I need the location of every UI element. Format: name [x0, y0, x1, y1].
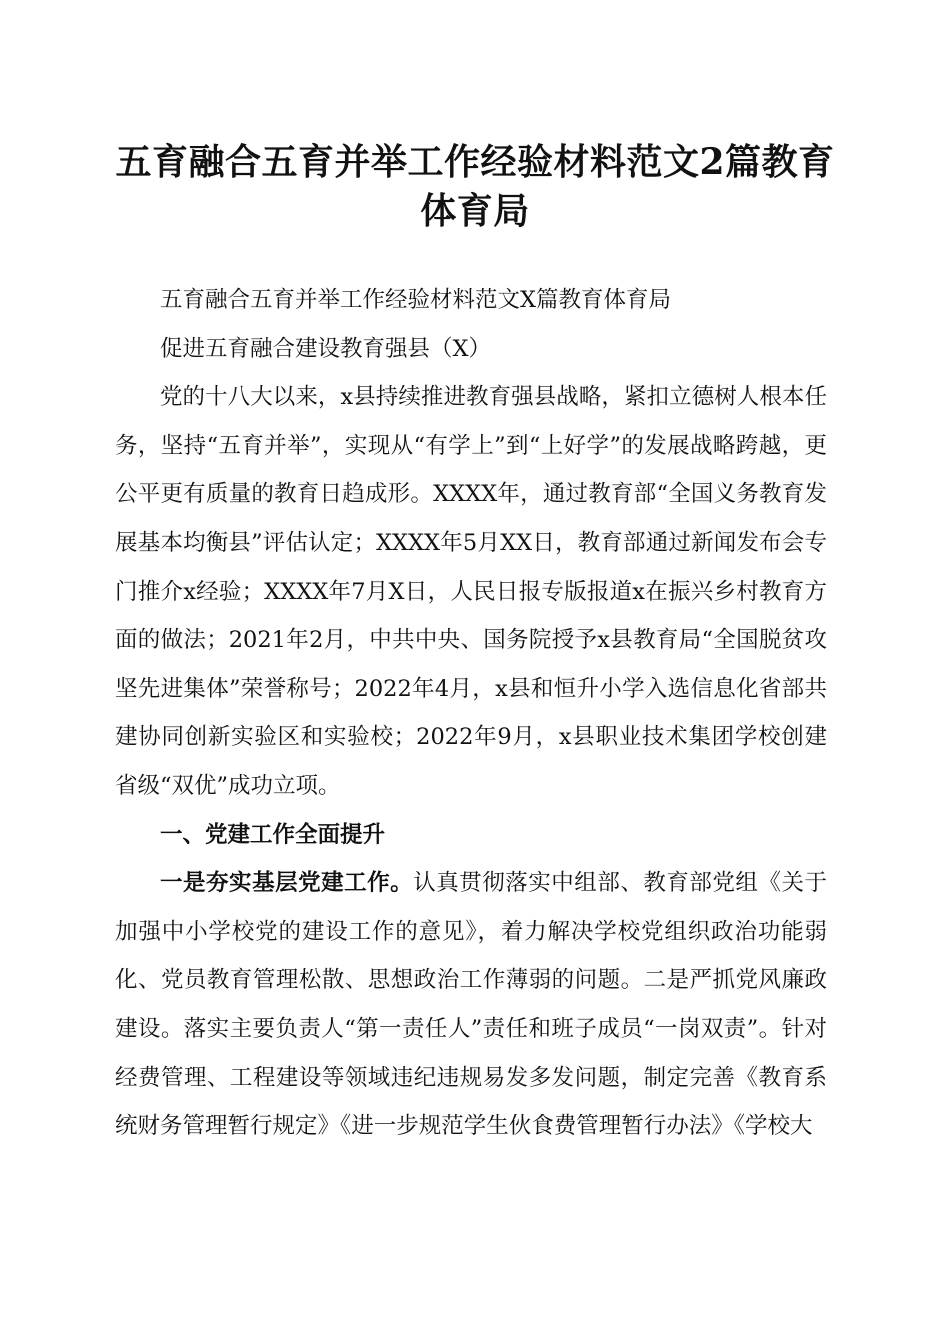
title-line-2: 体育局	[420, 190, 530, 232]
article-title: 促进五育融合建设教育强县（X）	[160, 335, 492, 362]
section-heading: 一、党建工作全面提升	[160, 821, 386, 848]
title-line-1: 五育融合五育并举工作经验材料范文2篇教育	[115, 141, 835, 183]
section-paragraph	[115, 859, 827, 1151]
section-text: 认真贯彻落实中组部、教育部党组《关于加强中小学校党的建设工作的意见》，着力解决学校党组织政治功能弱化、党员教育管理松散、思想政治工作薄弱的问题。二是严抓党风廉政建设。落实主要负责人“第一责任人”责任和班子成员“一岗双责”。针对经费管理、工程建设等领域违纪违规易发多发问题，制定完善《教育系统财务管理暂行规定》《进一步规范学生伙食费管理暂行办法》《学校大	[115, 870, 827, 1140]
document-body	[115, 276, 827, 1151]
subtitle: 五育融合五育并举工作经验材料范文X篇教育体育局	[160, 287, 672, 313]
intro-paragraph: 党的十八大以来，x县持续推进教育强县战略，紧扣立德树人根本任务，坚持“五育并举”，实现从“有学上”到“上好学”的发展战略跨越，更公平更有质量的教育日趋成形。XXXX年，通过教育部“全国义务教育发展基本均衡县”评估认定；XXXX年5月XX日，教育部通过新闻发布会专门推介x经验；XXXX年7月X日，人民日报专版报道x在振兴乡村教育方面的做法；2021年2月，中共中央、国务院授予x县教育局“全国脱贫攻坚先进集体”荣誉称号；2022年4月，x县和恒升小学入选信息化省部共建协同创新实验区和实验校；2022年9月，x县职业技术集团学校创建省级“双优”成功立项。	[115, 384, 827, 799]
document-title	[100, 138, 850, 236]
section-lead: 一是夯实基层党建工作。	[160, 870, 414, 897]
